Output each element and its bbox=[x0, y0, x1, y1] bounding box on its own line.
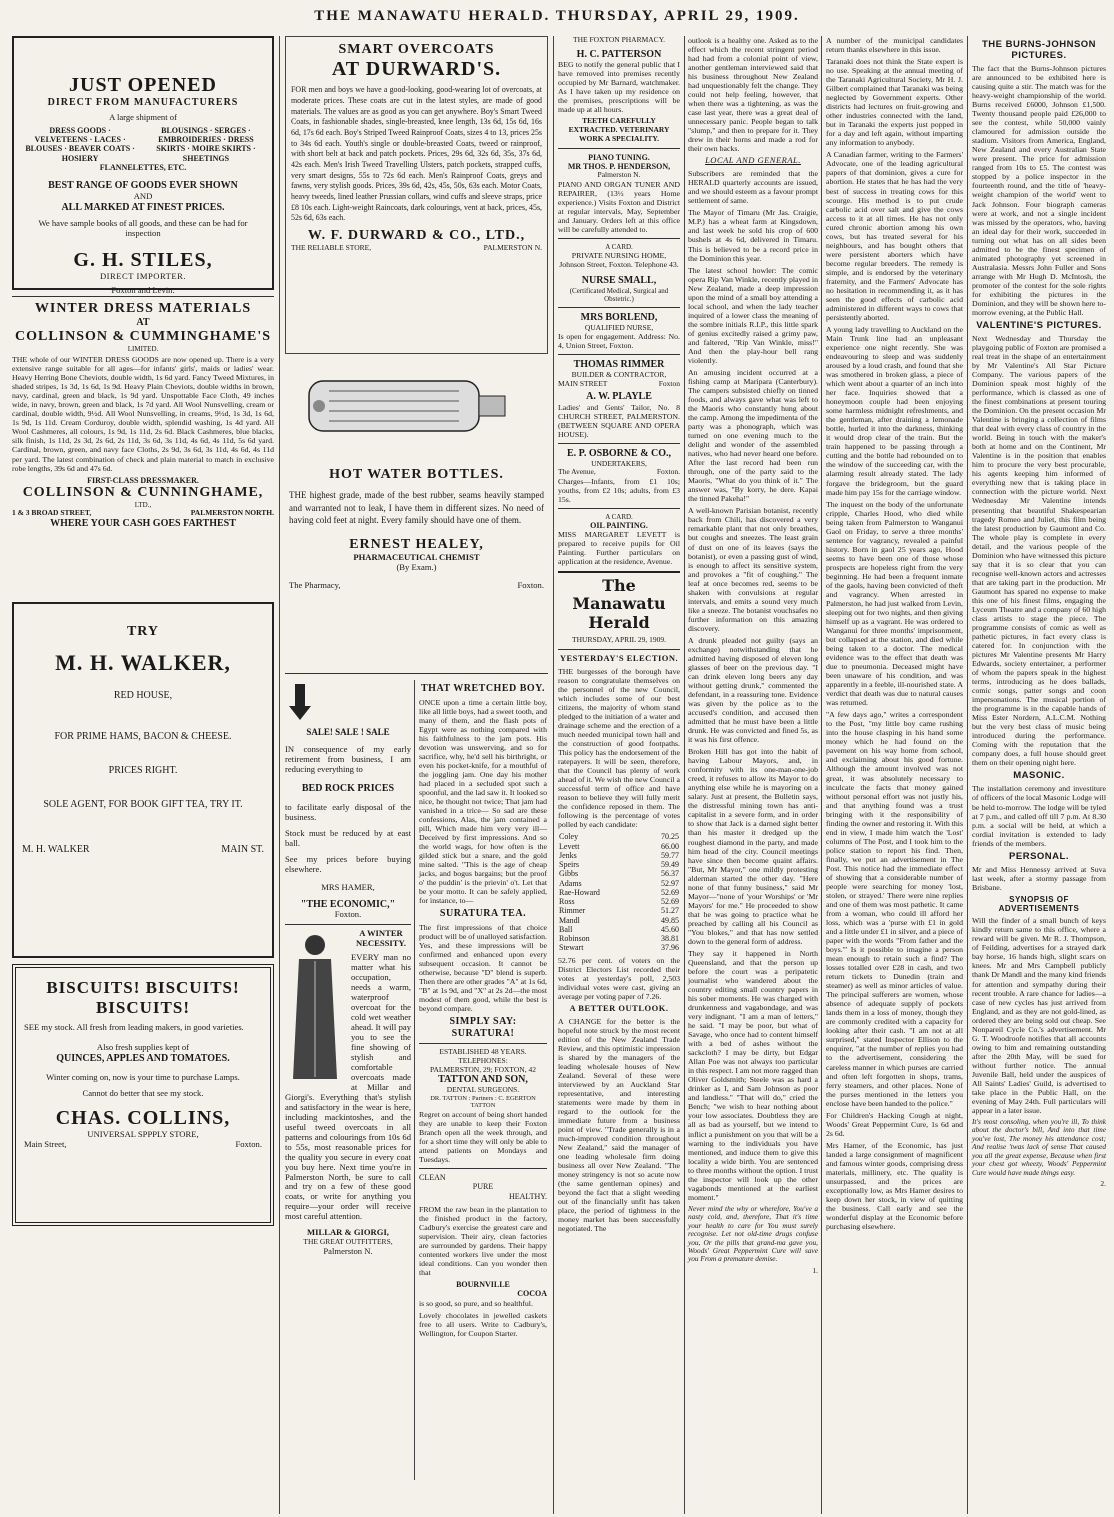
patterson-body: BEG to notify the general public that I have removed into premises recently occupied by Mr Barnard, watchmaker. As I have taken up my residence on the premises, prescriptions will be made up at all hours. bbox=[558, 60, 680, 115]
durward-title1: SMART OVERCOATS bbox=[338, 42, 495, 57]
column-6 bbox=[826, 36, 963, 1514]
poll-candidate: Adams bbox=[559, 878, 582, 888]
card2-label: A CARD. bbox=[605, 513, 633, 522]
poll-percentage: 52.69 bbox=[661, 897, 679, 907]
synopsis-body: Will the finder of a small bunch of keys kindly return same to this office, where a reward will be given. Mr R. J. Thompson, of Feilding, advertises for a strayed dark bay horse, 16 hands high, slight scars on knees. Mr and Mrs Campbell publicly thank Dr Mandl and the many kind friends for attention and sympathy during their recent trouble. A rare chance for ladies—a case of new cycles has just arrived from England, and as they are not gold-lined, as ordered they are being sold out cheap. See Nonpareil Cycle Co.'s advertisement. Mr G. T. Woodroofe notifies that all accounts owing to him and remaining outstanding after the 20th May, will be sued for without further notice. The annual Juvenile Ball, held under the auspices of All Saints' Ladies' Guild, is advertised to take place in the Public Hall, on the evening of May 24th. Full particulars will appear in a later issue. bbox=[972, 916, 1106, 1115]
collinson-address-left: 1 & 3 BROAD STREET, bbox=[12, 508, 92, 518]
woods-verse-1: Never mind the why or wherefore, You've a nasty cold, and, therefore, That it's time your health to care for You must surely recognise. Let not old-time drugs confuse you, Or the pills that grand-ma gave you, Woods' Great Peppermint Cure will save you From a premature demise. bbox=[688, 1203, 818, 1264]
collins-title: BISCUITS! BISCUITS! BISCUITS! bbox=[46, 978, 240, 1017]
outlook-continued: outlook is a healthy one. Asked as to the effect which the recent stringent period had had from a colonial point of view, another gentleman interviewed said that his business throughout New Zealand had unquestionably felt the change. They could not help feeling, however, that when there was a tightening, as was the case last year, there was a great deal of unnecessary panic. People began to talk "slump," and then to prepare for it. They drew in their horns and made a rod for their own backs. bbox=[688, 36, 818, 154]
cadbury-body2: is so good, so pure, and so healthful. bbox=[419, 1298, 533, 1308]
pharmacy-head: THE FOXTON PHARMACY. bbox=[572, 35, 666, 44]
stiles-title: JUST OPENED bbox=[69, 74, 217, 96]
tatton-body: Regret on account of being short handed they are unable to keep their Foxton Branch open all the week through, and for a short time they will only be able to attend patients on Mondays and Tuesdays. bbox=[419, 1109, 547, 1164]
hamer-town: Foxton. bbox=[334, 909, 362, 920]
walker-advert bbox=[12, 602, 274, 958]
pointing-hand-icon bbox=[285, 682, 315, 722]
collins-line3: QUINCES, APPLES AND TOMATOES. bbox=[56, 1053, 230, 1065]
collins-line2: Also fresh supplies kept of bbox=[96, 1042, 190, 1053]
outlook-head: A BETTER OUTLOOK. bbox=[569, 1002, 669, 1013]
column-5 bbox=[688, 36, 818, 1514]
election-tail: 52.76 per cent. of voters on the District Electors List recorded their votes at yesterday's poll, 2,503 individual votes were cast, giving an average per voting paper of 7.26. bbox=[558, 955, 680, 1001]
rimmer-addr-left: MAIN STREET bbox=[558, 378, 608, 388]
col6-p6: "A few days ago," writes a correspondent to the Post, "my little boy came rushing into the house clasping in his hand some money which he had found on the pavement on his way home from school, and exclaiming about his good fortune. Although the amount involved was not great, it was absolutely necessary to inculcate the facts that money gained without personal effort was not justly his, and that anything found was a trust bringing with it the responsibility of finding the owner and restoring it. With this end in view, I made him watch the 'Lost' columns of The Post, and I took him to the police station to report his find. Then, finally, we put an advertisement in The Post. This notice had the immediate effect of showing that a considerable number of people were searching for money 'lost, stolen, or strayed.' There were nine replies and one of them was most pathetic. It came from a woman, who could ill afford her loss, which was a 'purse with £1 in gold and a little under £1 in silver, and a piece of paper with the words "From father and the boys."' Is it possible to imagine a person mean enough to retain such a find? The losses totalled over £28 in cash, and two return tickets to Dunedin (train and steamer) as well as minor articles of value. The principal sufferers are women, whose absence of adequate supply of pockets lands them in a loss of money, though they are commonly credited with a capacity for looking after their cash. "I am not at all surprised," stated Inspector Ellison to the enquirer, "at the number of replies you had to the advertisement, considering the careless manner in which purses are carried and often left forgotten in shops, trams, ferry steamers, and other places. None of the purses mentioned in the letters you enclose have been handed to the police." bbox=[826, 710, 963, 1108]
poll-table bbox=[559, 832, 679, 952]
collins-line1: SEE my stock. All fresh from leading makers, in good varieties. bbox=[24, 1022, 244, 1033]
cadbury-pure: PURE bbox=[472, 1182, 494, 1192]
stiles-flannelettes: FLANNELETTES, ETC. bbox=[99, 162, 187, 172]
poll-candidate: Levett bbox=[559, 841, 580, 851]
poll-percentage: 37.96 bbox=[661, 943, 679, 953]
osborne-addr-left: The Avenue, bbox=[558, 467, 596, 477]
local-p4: The latest school howler: The comic opera Rip Van Winkle, recently played in New Zealand, made a deep impression upon the mind of a small boy attending a local school, and when the lady teacher inquired of a lower class the meaning of the sombre initials R.I.P., this little spark of genius excitedly raised a grimy paw, and faltered, "Rip Van Winkle, miss!" And then the play-hour bell rang violently. bbox=[688, 265, 818, 365]
collinson-title: WINTER DRESS MATERIALS bbox=[34, 301, 252, 316]
poll-candidate: Rae-Howard bbox=[559, 887, 600, 897]
collinson-advert bbox=[12, 296, 274, 596]
col6-p8: Mrs Hamer, of the Economic, has just landed a large consignment of magnificent and famous winter goods, comprising dress materials, millinery, etc. The quality is unsurpassed, and the prices are exceptionally low, as Mrs Hamer desires to keep down her stock, in view of quitting the business. Call early and see the wonderful display at the Economic before purchasing elsewhere. bbox=[826, 1140, 963, 1232]
henderson-town: Palmerston N. bbox=[597, 170, 641, 180]
local-p9: They say it happened in North Queensland, and that the person up before the court was a peripatetic journalist who wandered about the country editing small country papers in his sober moments. He was charged with drunkenness and vagabondage, and was very indignant. "I am a man of letters," he said. "I may be poor, but what of Savage, who once had to content himself with a bed of ashes without the sackcloth? I may be dirty, but Edgar Allan Poe was not always too particular in this respect. I am not more ragged than Oliver Goldsmith; Steele was as hard a drinker as I, and Sam Johnson as poor and landless." "That will do," cried the Bench; "we wish to hear nothing about your low associates. Doubtless they are all as bad as yourself, but we intend to inflict a punishment on you that will be a warning to the individuals you have mentioned, and induce them to give this locality a wide birth. You are sentenced to three months without the option. I trust the inspector will look up the other vagabonds mentioned at the earliest moment." bbox=[688, 948, 818, 1202]
collins-addr-left: Main Street, bbox=[24, 1139, 67, 1150]
poll-row bbox=[559, 916, 679, 925]
herald-flag: The Manawatu Herald bbox=[572, 575, 666, 632]
tatton-role: DENTAL SURGEONS. bbox=[446, 1085, 520, 1095]
wretched-body: ONCE upon a time a certain little boy, like all little boys, had a sweet tooth, and many of them, and the flash pots of Egypt were as nothing compared with his faithfulness to the jam pots. His devotion was unswerving, and so for sacrifice, why, he'd sell his birthright, or even his pocket-knife, for a mouthful of the joggling jam. One day his mother had placed in a secluded spot such a spoonful, and the lad saw it. It looked so nice, he thought not twice; That jam had vanished in a trice— So sad are these confessions, Alas, the jam contained a pill, Which made him very very ill— Deceived by first impressions. And so the world wags, for how often is the gilded stick but a snare, and the gold mine salted. "This is the age of cheap jacks, and bogus bargains; but the proof o' the puddin' is the prievin' o't. Let that be your motto. It can be safely applied, for instance, to— bbox=[419, 697, 547, 906]
collins-line5: Cannot do better that see my stock. bbox=[82, 1087, 204, 1098]
small-role: (Certificated Medical, Surgical and Obstetric.) bbox=[569, 286, 669, 303]
poll-row bbox=[559, 860, 679, 869]
herald-date: THURSDAY, APRIL 29, 1909. bbox=[572, 635, 666, 645]
tatton-tel-line: PALMERSTON, 29; FOXTON, 42 bbox=[430, 1064, 536, 1074]
poll-row bbox=[559, 832, 679, 841]
cadbury-brand: BOURNVILLE bbox=[456, 1280, 510, 1290]
local-p7: A drunk pleaded not guilty (says an exchange) notwithstanding that he admitted having disposed of eleven long glasses of beer on the previous day. "I can drink eleven long beers any day without getting drunk," commented the defendant, in a reassuring tone. Evidence was given by the police as to the accused's condition, and accused then admitted that he must have been a little drunk. He was convicted and fined 5s, as it was his first offence. bbox=[688, 635, 818, 745]
durward-title2: AT DURWARD'S. bbox=[331, 58, 502, 81]
stiles-place: Foxton and Levin. bbox=[111, 285, 175, 296]
cadbury-body3: Lovely chocolates in jewelled caskets free to all users. Write to Cadbury's, Wellington, for Coupon Starter. bbox=[419, 1310, 547, 1338]
valentine-head: VALENTINE'S PICTURES. bbox=[976, 319, 1102, 331]
nursing-head: PRIVATE NURSING HOME, Johnson Street, Foxton. Telephone 43. bbox=[559, 251, 679, 270]
poll-percentage: 59.49 bbox=[661, 860, 679, 870]
borlend-name: MRS BORLEND, bbox=[580, 311, 658, 323]
walker-try: TRY bbox=[126, 624, 160, 639]
overcoat-figure-illustration bbox=[285, 929, 345, 1089]
column-4 bbox=[558, 36, 680, 1236]
millar-firm: MILLAR & GIORGI, bbox=[307, 1227, 389, 1238]
poll-row bbox=[559, 897, 679, 906]
poll-row bbox=[559, 851, 679, 860]
hamer-see: See my prices before buying elsewhere. bbox=[285, 853, 411, 874]
stiles-right-items: BLOUSINGS · SERGES · EMBROIDERIES · DRESS SKIRTS · MOIRE SKIRTS · SHEETINGS bbox=[156, 125, 256, 163]
healey-exam: (By Exam.) bbox=[396, 562, 437, 573]
collinson-slogan: WHERE YOUR CASH GOES FARTHEST bbox=[50, 517, 236, 529]
durward-body: FOR men and boys we have a good-looking, good-wearing lot of overcoats, at moderate prices. These coats are cut in the latest styles, are made of good materials. The values are as good as you can get anywhere. Boy's Smart Tweed Coats, in fashionable shades, single-breasted, knee length, 13s 6d, 15s 6d, 16s 6d, 17s 6d each. Boy's Striped Tweed Rainproof Coats, sizes 4 to 13, prices 25s to 34s 6d each. Youth's single or double-breasted Coats, tweed or rainproof, with short belt at back and patch pockets. Prices, 29s 6d, 32s 6d, 35s, 37s 6d, 42s each. Men's Irish Tweed Travelling Ulsters, patch pockets, strapped cuffs, very smart designs, 55s to 72s 6d each. Men's Rainproof Coats, greys and fawns, very stylish goods. Prices, 39s 6d, 42s, 45s, 50s, 63s each. Motor Coats, heavy tweeds, lined leather Prussian collars, wind cuffs and sleeve straps, price £8 10s each. Light-weight Raincoats, dark colourings, vent at back, prices, 45s, 52s 6d, 63s each. bbox=[291, 85, 542, 223]
poll-percentage: 56.37 bbox=[661, 869, 679, 879]
column-rule bbox=[967, 36, 968, 1514]
hamer-body: IN consequence of my early retirement from business, I am reducing everything to bbox=[285, 744, 411, 775]
hamer-shop: "THE ECONOMIC," bbox=[300, 898, 396, 910]
poll-percentage: 51.27 bbox=[661, 906, 679, 916]
collins-name: CHAS. COLLINS, bbox=[55, 1106, 231, 1129]
local-p2: Subscribers are reminded that the HERALD quarterly accounts are issued, and we should esteem as a favour prompt settlement of same. bbox=[688, 169, 818, 206]
synopsis-head: SYNOPSIS OF ADVERTISEMENTS bbox=[998, 894, 1080, 914]
poll-row bbox=[559, 925, 679, 934]
henderson-name: MR THOS. P. HENDERSON, bbox=[567, 161, 671, 171]
poll-candidate: Ross bbox=[559, 897, 575, 907]
stiles-marked: ALL MARKED AT FINEST PRICES. bbox=[61, 201, 225, 213]
healey-loc-right: Foxton. bbox=[517, 580, 544, 591]
hamer-sale: SALE! SALE ! SALE bbox=[306, 726, 390, 737]
collinson-body: THE whole of our WINTER DRESS GOODS are now opened up. There is a very extensive range suitable for all ages—for infants' girls', maids or ladies' wear. Heavy Herring Bone Cheviots, double width, 1s 6d yard. Fancy Tweed Mixtures, in shaded stripes, 1s 3d, 1s 6d, 1s 9d. Heavy Plain Cheviots, double widths in brown, navy, cardinal, green and black, 1s 9d yard. Unspottable Face Cloth, 49 inches wide, in navy, brown, green and black, 1s 7d yard. All Wool Nunsvelling, cream or cardinal, double width, 9½d. All Wool Nunsvelling, in creams, 9½d, 1s 3d, 1s 6d, 1s 9d, 1s 11d. Cream Corduroy, double width, splendid washing, 1s 4d yard. All Wool Cashmeres, all colours, 1s 9d, 1s 11d, 2s 6d. Black Cashmeres, blue blacks, silk finish, 1s 11d, 2s 3d, 2s 6d, 2s 11d, 3s 6d, 3s 11d, 4s 6d, 4s 11d, 5s 6d yard. Cardinal, brown, green, and navy face Cloths, 2s 9d, 3s 6d, 3s 11d, 4s 6d, 4s 11d per yard. The latest combination of check and plain material to match in exclusive robe lengths, 39s 6d and 47s 6d. bbox=[12, 355, 274, 473]
suratura-body: The first impressions of that choice product will be of unalloyed satisfaction. Yes, and these impressions will be confirmed and enhanced upon every subsequent occasion. It cannot be otherwise, because "D" blend is superb. Then there are other grades "A" at 1s 6d, "B" at 1s 9d, and "X" at 2s 2d—the most modest of them good, while the best is beyond compare. bbox=[419, 922, 547, 1014]
millar-title: A WINTER NECESSITY. bbox=[355, 928, 407, 949]
col6-p7: For Children's Hacking Cough at night, Woods' Great Peppermint Cure, 1s 6d and 2s 6d. bbox=[826, 1110, 963, 1138]
poll-candidate: Mandl bbox=[559, 915, 580, 925]
poll-candidate: Rimmer bbox=[559, 906, 586, 916]
durward-store: THE RELIABLE STORE, bbox=[291, 243, 372, 253]
burns-head: THE BURNS-JOHNSON PICTURES. bbox=[981, 39, 1097, 62]
column-1 bbox=[12, 36, 274, 1232]
column-rule bbox=[684, 36, 685, 1514]
patterson-name: H. C. PATTERSON bbox=[576, 48, 662, 60]
cadbury-cocoa: COCOA bbox=[517, 1289, 547, 1299]
collinson-limited: LIMITED. bbox=[127, 345, 159, 354]
osborne-name: E. P. OSBORNE & CO., bbox=[566, 447, 672, 459]
oil-head: OIL PAINTING. bbox=[590, 521, 648, 531]
woods-verse-2: It's most consoling, when you're ill, To think about the doctor's bill, And into that time you've lost, The money his attendance cost; And realise 'twas lack of sense That caused you all the great expense, Because when first your chest got wheezy, Woods' Peppermint Cure would have made things easy. bbox=[972, 1116, 1106, 1177]
tatton-name: TATTON AND SON, bbox=[438, 1074, 528, 1086]
local-general-head: LOCAL AND GENERAL. bbox=[705, 155, 801, 166]
stiles-best-range: BEST RANGE OF GOODS EVER SHOWN bbox=[48, 180, 238, 192]
rimmer-role: BUILDER & CONTRACTOR, bbox=[571, 369, 667, 379]
borlend-role: QUALIFIED NURSE, bbox=[584, 322, 654, 332]
stiles-role: DIRECT IMPORTER. bbox=[99, 271, 187, 282]
poll-candidate: Ball bbox=[559, 924, 573, 934]
poll-row bbox=[559, 842, 679, 851]
cadbury-healthy: HEALTHY. bbox=[508, 1191, 547, 1201]
durward-firm: W. F. DURWARD & CO., LTD., bbox=[307, 228, 526, 244]
walker-prices: PRICES RIGHT. bbox=[108, 764, 178, 776]
rimmer-name: THOMAS RIMMER bbox=[573, 359, 665, 371]
poll-row bbox=[559, 879, 679, 888]
healey-name: ERNEST HEALEY, bbox=[349, 536, 484, 552]
poll-percentage: 49.85 bbox=[661, 915, 679, 925]
healey-body: THE highest grade, made of the best rubber, seams heavily stamped and warranted not to leak, I have them in different sizes. No need of having cold feet at night. Every family should have one of them. bbox=[289, 490, 544, 526]
hamer-name: MRS HAMER, bbox=[321, 881, 375, 892]
right-subcolumn bbox=[419, 680, 547, 1480]
column-rule bbox=[553, 36, 554, 1514]
woods-verse-1-num: 1. bbox=[812, 1265, 818, 1275]
column-2 bbox=[285, 36, 548, 1480]
card-label: A CARD. bbox=[605, 242, 633, 251]
hamer-stock: Stock must be reduced by at east ball. bbox=[285, 827, 411, 848]
millar-body: EVERY man no matter what his occupation, needs a warm, waterproof overcoat for the cold wet weather ahead. It will pay you to see the fine showing of stylish and comfortable overcoats made at Millar and Giorgi's. Everything that's stylish and satisfactory in the wear is here, including mackintoshes, and the useful tweed overcoats in all patterns and colourings from 10s 6d to 55s, most reasonable prices for the quality you secure in every coat you buy here. Next time you're in Palmerston North, be sure to call and try on a few of these good coats, or write for anything you require—your order will receive most careful attention. bbox=[285, 952, 411, 1222]
collinson-at: AT bbox=[136, 317, 150, 329]
column-rule bbox=[821, 36, 822, 1514]
collins-addr-right: Foxton. bbox=[235, 1139, 262, 1150]
col6-p4: A young lady travelling to Auckland on the Main Trunk line had an unpleasant experience one night recently. She was endeavouring to sleep and was suddenly aroused by a loud crash, and found that she was smothered in broken glass, a piece of which went about a quarter of an inch into her face. Inquiries showed that a honeymoon couple had been enjoying some harmless midnight refreshments, and the gentleman, after draining a lemonade bottle, hurled it into the darkness, thinking it would drop clear of the train. But the train happened to be passing through a cutting and the bottle had rebounded on to the window of the succeeding car, with the alarming result already stated. The lady forgave the bridegroom, but the guard made him pay 15s for the carriage window. bbox=[826, 324, 963, 497]
tatton-tel: TELEPHONES: bbox=[458, 1056, 508, 1066]
poll-percentage: 66.00 bbox=[661, 841, 679, 851]
osborne-addr-right: Foxton. bbox=[656, 467, 680, 477]
healey-role: PHARMACEUTICAL CHEMIST bbox=[353, 552, 480, 563]
stiles-sample-books: We have sample books of all goods, and these can be had for inspection bbox=[38, 218, 248, 239]
woods-verse-2-num: 2. bbox=[1100, 1179, 1106, 1189]
osborne-role: UNDERTAKERS, bbox=[591, 458, 647, 468]
personal-body: Mr and Miss Hennessy arrived at Suva last week, after a stormy passage from Brisbane. bbox=[972, 864, 1106, 892]
stiles-left-items: DRESS GOODS · VELVETEENS · LACES · BLOUSES · BEAVER COATS · HOSIERY bbox=[25, 125, 135, 163]
stiles-name: G. H. STILES, bbox=[73, 249, 213, 272]
hot-water-bottle-illustration bbox=[289, 366, 519, 446]
wretched-title: THAT WRETCHED BOY. bbox=[421, 683, 545, 694]
local-p5: An amusing incident occurred at a fishing camp at Maripara (Canterbury). The campers subsisted chiefly on tinned foods, and always gave what was left to the Maoris who constantly hung about the camp. Among the impedimenta of the party was a phonograph, which was turned on one evening much to the delight and wonder of the assembled natives, who had never heard one before. After the last record had been run through, one of the party said to the Maoris, "What do you think of it." The answer was, "By korry, he dere. Kapai the tinned Pakeha!" bbox=[688, 367, 818, 504]
durward-advert bbox=[285, 36, 548, 354]
left-subcolumn bbox=[285, 680, 415, 1480]
column-7 bbox=[972, 36, 1106, 1514]
cadbury-clean: CLEAN bbox=[419, 1173, 446, 1182]
collins-line4: Winter coming on, now is your time to purchase Lamps. bbox=[46, 1071, 240, 1082]
suratura-title: SURATURA TEA. bbox=[439, 908, 527, 920]
playle-body: Ladies' and Gents' Tailor, No. 8 CHURCH STREET, PALMERSTON. (BETWEEN SQUARE AND OPERA HOUSE). bbox=[558, 402, 680, 439]
healey-loc-left: The Pharmacy, bbox=[289, 580, 341, 591]
healey-title: HOT WATER BOTTLES. bbox=[329, 466, 504, 482]
levett-body: MISS MARGARET LEVETT is prepared to receive pupils for Oil Painting. Further particulars on application at the residence, Avenue. bbox=[558, 530, 680, 567]
election-head: YESTERDAY'S ELECTION. bbox=[559, 652, 679, 663]
poll-percentage: 70.25 bbox=[661, 832, 679, 842]
election-body: THE burgesses of the borough have reason to congratulate themselves on the personnel of the new Council, which includes some of our best citizens, the majority of whom stand pledged to the initiation of a water and drainage scheme and the erection of a much needed municipal town hall and the construction of good footpaths. This policy has the endorsement of the ratepayers. It will be seen, therefore, that the Council has plenty of work ahead of it. We wish the new Council a successful term of office and have reason to believe they will fully merit the confidence reposed in them. The following is the percentage of votes polled by each candidate: bbox=[558, 666, 680, 830]
durward-town: PALMERSTON N. bbox=[483, 243, 542, 253]
local-p3: The Mayor of Timaru (Mr Jas. Craigie, M.P.) has a wheat farm at Kingsdown, and last week he sold his crop of 600 bushels at 4s 6d, delivered in Timaru. This is believed to be a record price in the Dominion this year. bbox=[688, 208, 818, 263]
local-p6: A well-known Parisian botanist, recently back from Chili, has discovered a very remarkable plant that not only breathes, but coughs and sneezes. The least grain of dust on one of its leaves (says the botanist), or even a passing gust of wind, is enough to affect its sensitive system, and provokes a "fit of coughing." The leaf at once becomes red, seems to be shaken with convulsions at regular intervals, and emits a sound very much like a sneeze. The botanist vouchsafes no further information on this amazing discovery. bbox=[688, 506, 818, 633]
masonic-head: MASONIC. bbox=[1013, 770, 1065, 782]
collinson-address-right: PALMERSTON NORTH. bbox=[190, 508, 274, 518]
poll-candidate: Stewart bbox=[559, 943, 584, 953]
walker-name: M. H. WALKER, bbox=[55, 650, 231, 676]
poll-candidate: Coley bbox=[559, 832, 579, 842]
local-p8: Broken Hill has got into the habit of having Labour Mayors, and, in conformity with its one-man-one-job creed, it refuses to allow its Mayor to do anything else while he is mayoring on a salary. Just at present, the Bulletin says, the distressful mining town has anti-capitalist in a severe form, and in order to show that Jack is a darned sight better than his master it dredged up the roughest diamond in the party, and made him head of the city. Council meetings have since then become quaint affairs. "But, Mr Mayor," one mildly protesting alderman started the other day. "Here none of that funny business," said Mr Mayor—"none of 'your Worships' or 'Mr Mayors' for me." He proceeded to show that he was going to practice what he preached by calling all his Council as "You blokes," and that has now settled down to the general form of address. bbox=[688, 747, 818, 946]
osborne-body: Charges—Infants, from £1 10s; youths, from £2 10s; adults, from £3 15s. bbox=[558, 476, 680, 504]
hamer-body2: to facilitate early disposal of the business. bbox=[285, 801, 411, 822]
henderson-body: PIANO AND ORGAN TUNER AND REPAIRER, (13½ years Home experience.) Visits Foxton and District at regular intervals, May, September and January. Orders left at this office will be carefully attended to. bbox=[558, 179, 680, 234]
poll-row bbox=[559, 906, 679, 915]
suratura-slogan: SIMPLY SAY: SURATURA! bbox=[449, 1016, 517, 1039]
masthead: THE MANAWATU HERALD. THURSDAY, APRIL 29, 1909. bbox=[314, 8, 800, 24]
col6-p5: The inquest on the body of the unfortunate cripple, Charles Hood, who died while being taken from Palmerston to Wanganui Gaol on Friday, to serve a three months' sentence for vagrancy, revealed a painful history. Born in gaol 25 years ago, Hood seems to have been one of those whose prospects are hopeless right from the very beginning. He had been a frequent inmate of the gaols, having been convicted of theft and vagrancy. When arrested in Palmerston, he had just walked from Levin, sleeping out for two nights, and then giving himself up as a vagrant. He was ordered to Wanganui for three months' imprisonment, but collapsed at the station, and died while being taken to a doctor. The medical evidence was to the effect that death was due to pneumonia. Deceased might have been unaware of his condition, and was apparently in a feeble, ill-nourished state. A verdict that death was due to natural causes was returned. bbox=[826, 499, 963, 708]
collinson-footer-ltd: LTD., bbox=[134, 501, 152, 510]
walker-house: RED HOUSE, bbox=[113, 689, 173, 701]
valentine-body: Next Wednesday and Thursday the playgoing public of Foxton are promised a real treat in the shape of an entertainment by Mr Valentine's All Star Picture Company. The various papers of the Dominion speak most highly of the performance, which is classed as one of the finest combinations at present touring the Dominion. On the present occasion Mr Valentine is bringing a collection of films that deal with every class of country in the world. Being in touch with the maker's both at home and on the Continent, Mr Valentine is in the position that enables him to procure the very best procurable, his agents keeping him informed of everything new that is taking place in connection with the picture world. Next Wednesday Mr Valentine intends presenting that beautiful Shakespearian tragedy Romeo and Juliet, this film being the latest production by Gaumont and Co. The whole play is complete in every detail, and the various people of the Dominion who have witnessed this picture say that it is so clear that you can recognise well-known actors and actresses that are taking part in the production. Mr Gaumont has spared no expense to make this one of his finest films, engaging the Lyceum Theatre and a company of 60 high class artists to stage the piece. The programme consists of comic as well as pathetic pictures, in fact every class is catered for. In conjunction with the pictures Mr Valentine presents Mr Harry Edwards, society entertainer, a performer of whom the papers speak in the highest terms, introducing as he does ballads, comic songs, patter songs and coon impersonations. The musical portion of the programme is in the capable hands of Miss Ester Nordern, A.L.C.M. Nothing but the very best class of music being introduced during the performance. Coming with the reputation that the company does, a full house should greet them on their opening night here. bbox=[972, 333, 1106, 768]
teeth-line: TEETH CAREFULLY EXTRACTED. VETERINARY WORK A SPECIALITY. bbox=[568, 116, 670, 143]
poll-percentage: 45.60 bbox=[661, 924, 679, 934]
stiles-advert bbox=[12, 36, 274, 296]
small-name: NURSE SMALL, bbox=[581, 275, 657, 287]
poll-row bbox=[559, 888, 679, 897]
walker-sig-left: M. H. WALKER bbox=[22, 844, 90, 856]
poll-candidate: Jenks bbox=[559, 850, 577, 860]
poll-row bbox=[559, 869, 679, 878]
collins-advert bbox=[12, 964, 274, 1226]
poll-candidate: Robinson bbox=[559, 934, 590, 944]
stiles-intro: A large shipment of bbox=[109, 111, 177, 122]
millar-town: Palmerston N. bbox=[323, 1246, 373, 1256]
poll-percentage: 59.77 bbox=[661, 850, 679, 860]
stiles-subtitle: DIRECT FROM MANUFACTURERS bbox=[47, 97, 239, 109]
col6-p3: A Canadian farmer, writing to the Farmers' Advocate, one of the leading agricultural papers of that dominion, gives a cure for abortion. He states that he has had the very best of success in treating cows for this scourge. His method is to put crude carbolic acid over salt and give the cows access to it at all times. He has not only cured chronic abortion among his own cows, but has treated several for his neighbours, and has bought others that were persistent aborters which have become regular breeders. The remedy is simple, and is endorsed by the veterinary fraternity, and the Farmers' Advocate has no hesitation in recommending it, as it has seen the good effects of carbolic acid administered in different ways to cows that persistently aborted. bbox=[826, 150, 963, 322]
collinson-dressmaker: FIRST-CLASS DRESSMAKER. bbox=[87, 475, 199, 485]
collins-store: UNIVERSAL SPPPLY STORE, bbox=[87, 1129, 199, 1140]
column-rule bbox=[279, 36, 280, 1514]
tatton-est: ESTABLISHED 48 YEARS. bbox=[439, 1047, 527, 1057]
poll-percentage: 52.97 bbox=[661, 878, 679, 888]
walker-sig-right: MAIN ST. bbox=[221, 844, 264, 856]
piano-head: PIANO TUNING. bbox=[588, 152, 650, 162]
outlook-body: A CHANGE for the better is the hopeful note struck by the most recent edition of the New Zealand Trade Review, and this optimistic impression is shared by the managers of the leading wholesale houses of New Zealand. Several of these were interviewed by an Auckland Star representative, and interesting statements were made by them in regard to the outlook for the immediate future from a business point of view. "Trade generally is in a much-improved condition throughout New Zealand," said the manager of one leading wholesale firm doing business all over New Zealand. "The money stringency is not so acute now (the same gentleman opines) and beyond the fact that a slight weeding out of the financially unfit has taken place, the period of tightness in the money market has been successfully negotiated. The bbox=[558, 1016, 680, 1234]
walker-hams: FOR PRIME HAMS, BACON & CHEESE. bbox=[54, 731, 232, 743]
collinson-footer-name: COLLINSON & CUNNINGHAME, bbox=[22, 484, 264, 500]
walker-agent: SOLE AGENT, FOR BOOK GIFT TEA, TRY IT. bbox=[43, 798, 243, 810]
poll-row bbox=[559, 943, 679, 952]
col6-p2: Taranaki does not think the State expert is no use. Speaking at the annual meeting of the Taranaki Agricultural Society, Mr H. J. Gilbert complained that Taranaki was being neglected by Government experts. Other districts had lectures on fruit-growing and other industries connected with the land, but in Taranaki the experts just popped in for a day and left again, without imparting any information to anybody. bbox=[826, 57, 963, 148]
cadbury-body: FROM the raw bean in the plantation to the finished product in the factory, Cadbury's exercise the greatest care and supervision. Their airy, clean factories are surrounded by gardens. Their happy contented workers live under the most ideal conditions. Can you wonder then that bbox=[419, 1204, 547, 1278]
collinson-firm: COLLINSON & CUMMINGHAME'S bbox=[14, 328, 271, 344]
burns-body: The fact that the Burns-Johnson pictures are announced to be exhibited here is causing quite a stir. The match was for the heavy-weight championship of the world. Burns received £6000, Johnson £1,500. Twenty thousand people paid £26,000 to see the contest, while 50,000 vainly clamoured for admission outside the stadium. Visitors from America, England, New Zealand and every Australian State were present. The price for admission ranged from 10s to £5. The contest was stopped by a police inspector in the fourteenth round, and the title of 'heavy-weight champion of the world' went to Jack Johnson. Four biograph cameras were at work, and not a single incident was missed by the operators, who, having an ideal day for their work, succeeded in turning out what has on all sides been admitted to be the finest specimen of animated photography yet screened in Australasia. Messrs John Fuller and Sons arrange with Mr Hugh D. McIntosh, the promoter of the contest for the sole rights for exhibiting the pictures in the Dominion, and they will be shown here to-morrow evening, at the Public Hall. bbox=[972, 64, 1106, 317]
healey-advert bbox=[285, 354, 548, 674]
rimmer-addr-right: Foxton bbox=[658, 378, 680, 388]
poll-candidate: Gibbs bbox=[559, 869, 579, 879]
stiles-and: AND bbox=[133, 190, 153, 201]
poll-percentage: 52.69 bbox=[661, 887, 679, 897]
masonic-body: The installation ceremony and investiture of officers of the local Masonic Lodge will be held to-morrow. The lodge will be tyled at 7 p.m., and called off till 7 p.m. At 8.30 p.m. a social will be held, at which a cordial invitation is extended to lady friends of the members. bbox=[972, 784, 1106, 848]
tatton-partners: DR. TATTON : Partners : C. EGERTON TATTON bbox=[430, 1094, 536, 1110]
millar-tag: THE GREAT OUTFITTERS, bbox=[303, 1237, 393, 1247]
personal-head: PERSONAL. bbox=[1009, 850, 1069, 862]
poll-percentage: 38.81 bbox=[661, 934, 679, 944]
poll-row bbox=[559, 934, 679, 943]
hamer-bedrock: BED ROCK PRICES bbox=[301, 783, 395, 795]
playle-name: A. W. PLAYLE bbox=[586, 391, 652, 403]
poll-candidate: Speirs bbox=[559, 860, 579, 870]
borlend-body: Is open for engagement. Address: No. 4, Union Street, Foxton. bbox=[558, 332, 680, 351]
col6-p1: A number of the municipal candidates return thanks elsewhere in this issue. bbox=[826, 36, 963, 55]
